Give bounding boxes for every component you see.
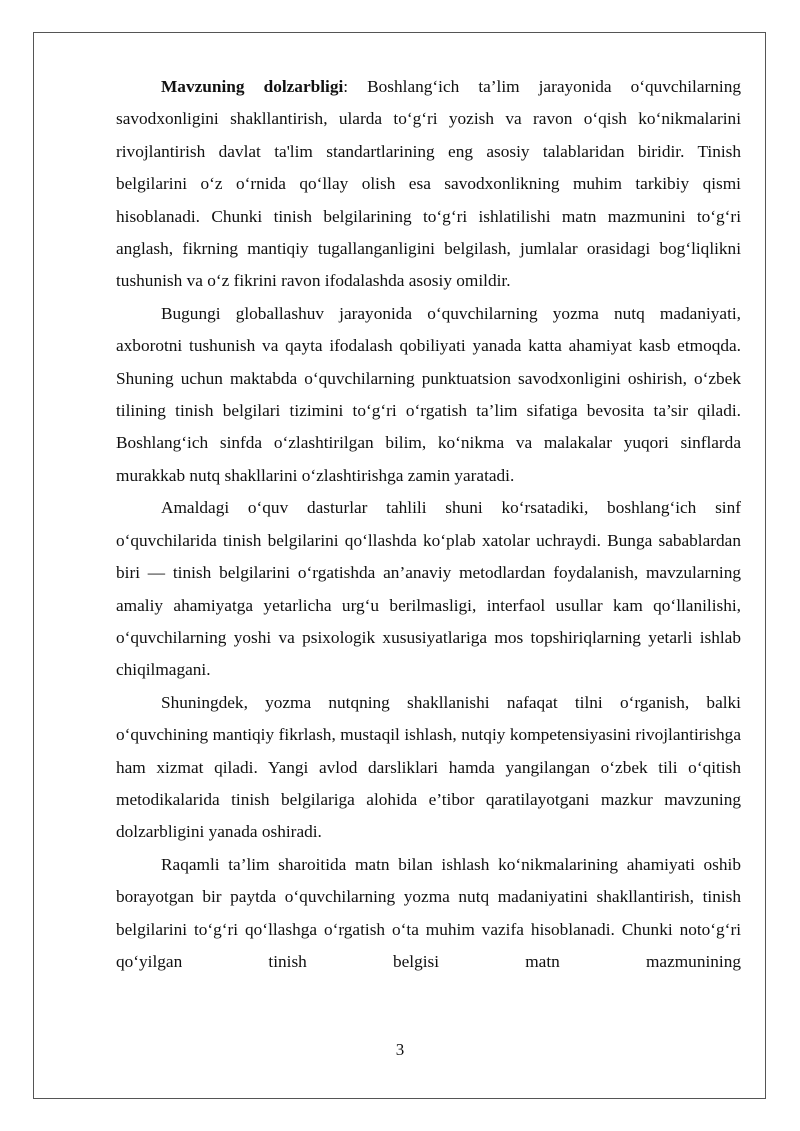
paragraph-globalization: Bugungi globallashuv jarayonida o‘quvchilarning yozma nutq madaniyati, axborotni tushunish va qayta ifodalash qobiliyati yanada katta ahamiyat kasb etmoqda. Shuning uchun maktabda o‘quvchilarning punktuatsion savodxonligini oshirish, o‘zbek tilining tinish belgilari tizimini to‘g‘ri o‘rgatish ta’lim sifatiga bevosita ta’sir qiladi. Boshlang‘ich sinfda o‘zlashtirilgan bilim, ko‘nikma va malakalar yuqori sinflarda murakkab nutq shakllarini o‘zlashtirishga zamin yaratadi.	[116, 303, 741, 485]
page-number: 3	[395, 1040, 405, 1059]
paragraph-digital-education: Raqamli ta’lim sharoitida matn bilan ishlash ko‘nikmalarining ahamiyati oshib borayotgan bir paytda o‘quvchilarning yozma nutq madaniyatini shakllantirish, tinish belgilarini to‘g‘ri qo‘llashga o‘rgatish o‘ta muhim vazifa hisoblanadi. Chunki noto‘g‘ri qo‘yilgan tinish belgisi matn mazmunining	[116, 854, 741, 971]
paragraph-lead-heading: Mavzuning dolzarbligi	[161, 77, 344, 96]
paragraph-relevance	[116, 71, 741, 298]
paragraph-curriculum-analysis: Amaldagi o‘quv dasturlar tahlili shuni ko‘rsatadiki, boshlang‘ich sinf o‘quvchilarida tinish belgilarini qo‘llashda ko‘plab xatolar uchraydi. Bunga sabablardan biri — tinish belgilarini o‘rgatishda an’anaviy metodlardan foydalanish, mavzularning amaliy ahamiyatga yetarlicha urg‘u berilmasligi, interfaol usullar kam qo‘llanilishi, o‘quvchilarning yoshi va psixologik xususiyatlariga mos topshiriqlarning yetarli ishlab chiqilmagani.	[116, 498, 741, 680]
paragraph-text: : Boshlang‘ich ta’lim jarayonida o‘quvchilarning savodxonligini shakllantirish, ularda to‘g‘ri yozish va ravon o‘qish ko‘nikmalarini rivojlantirish davlat ta'lim standartlarining eng asosiy talablaridan biridir. Tinish belgilarini o‘z o‘rnida qo‘llay olish esa savodxonlikning muhim tarkibiy qismi hisoblanadi. Chunki tinish belgilarining to‘g‘ri ishlatilishi matn mazmunini to‘g‘ri anglash, fikrning mantiqiy tugallanganligini belgilash, jumlalar orasidagi bog‘liqlikni tushunish va o‘z fikrini ravon ifodalashda asosiy omildir.	[116, 77, 741, 291]
paragraph-written-speech: Shuningdek, yozma nutqning shakllanishi nafaqat tilni o‘rganish, balki o‘quvchining mantiqiy fikrlash, mustaqil ishlash, nutqiy kompetensiyasini rivojlantirishga ham xizmat qiladi. Yangi avlod darsliklari hamda yangilangan o‘zbek tili o‘qitish metodikalarida tinish belgilariga alohida e’tibor qaratilayotgani mazkur mavzuning dolzarbligini yanada oshiradi.	[116, 692, 741, 842]
document-body	[116, 71, 741, 978]
